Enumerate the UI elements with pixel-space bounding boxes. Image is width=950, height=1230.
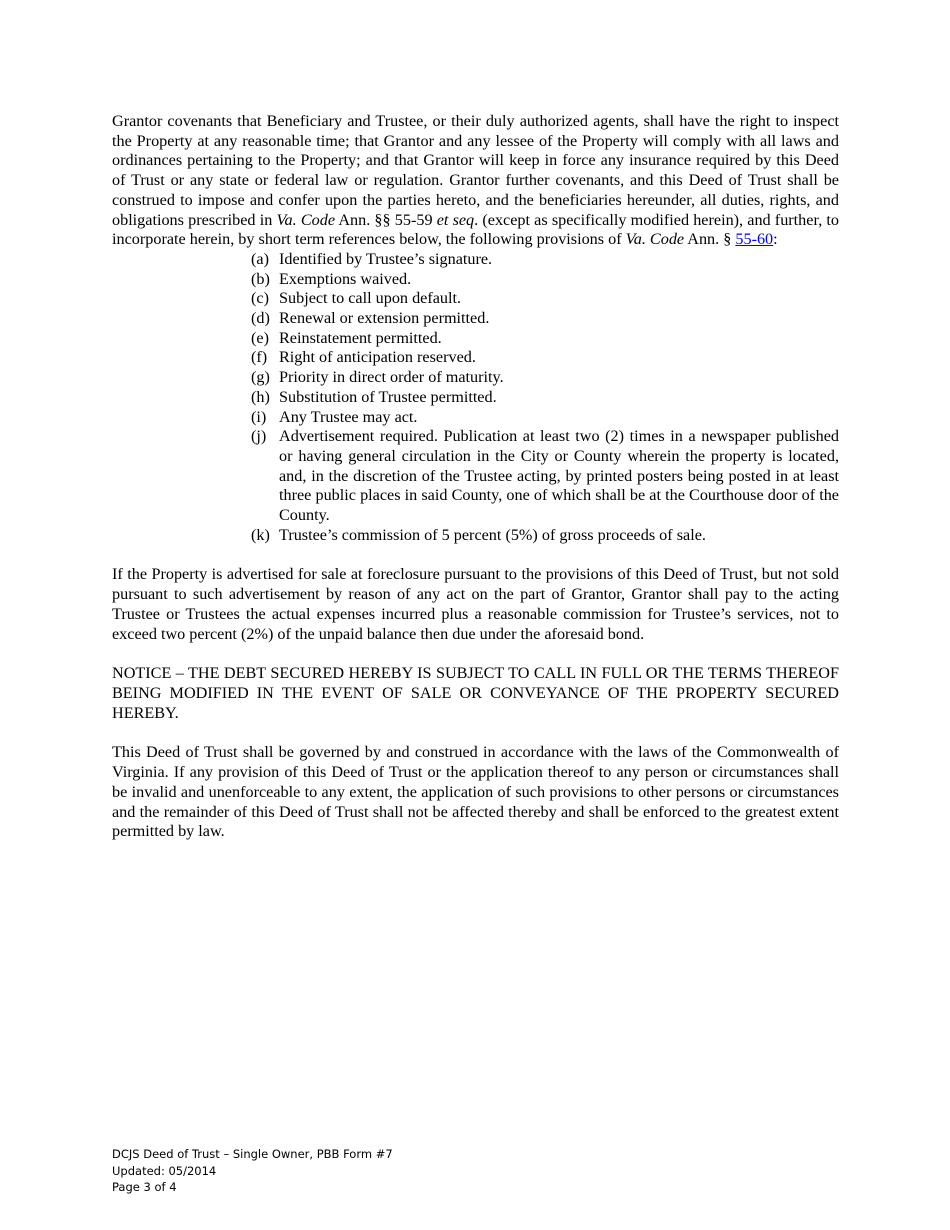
footer-page-number: Page 3 of 4: [112, 1180, 177, 1194]
list-item-text: Priority in direct order of maturity.: [279, 368, 504, 387]
list-item: [251, 348, 839, 368]
list-item: [251, 309, 839, 329]
covenants-text-5: :: [773, 230, 778, 249]
list-item: [251, 368, 839, 388]
list-item-text: Substitution of Trustee permitted.: [279, 387, 497, 406]
va-code-citation-2: Va. Code: [625, 230, 685, 249]
footer-updated-date: Updated: 05/2014: [112, 1163, 217, 1178]
document-body: [112, 112, 839, 842]
list-item-label: (b): [251, 269, 270, 288]
list-item-text: Trustee’s commission of 5 percent (5%) of gross proceeds of sale.: [279, 525, 706, 544]
list-item: [251, 388, 839, 408]
list-item-label: (f): [251, 348, 268, 367]
list-item: [251, 329, 839, 349]
list-item-label: (g): [251, 368, 270, 387]
list-item-label: (k): [251, 525, 270, 544]
foreclosure-expenses-paragraph: If the Property is advertised for sale at foreclosure pursuant to the provisions of this Deed of Trust, but not sold pursuant to such advertisement by reason of any act on the part of Grantor, Grantor shall pay to the acting Trustee or Trustees the actual expenses incurred plus a reasonable commission for Trustee’s services, not to exceed two percent (2%) of the unpaid balance then due under the aforesaid bond.: [112, 565, 839, 643]
list-item: [251, 526, 839, 546]
va-code-citation-1: Va. Code: [276, 210, 336, 229]
list-item-label: (d): [251, 309, 270, 328]
list-item-label: (a): [251, 249, 269, 268]
spacer: [112, 545, 839, 565]
covenants-text-4: Ann. §: [684, 230, 736, 249]
list-item: [251, 250, 839, 270]
list-item-label: (j): [251, 427, 267, 446]
list-item-text: Identified by Trustee’s signature.: [279, 249, 493, 268]
spacer: [112, 644, 839, 664]
spacer: [112, 723, 839, 743]
list-item-text: Renewal or extension permitted.: [279, 309, 490, 328]
list-item: [251, 289, 839, 309]
list-item: [251, 270, 839, 290]
list-item-label: (i): [251, 407, 267, 426]
code-section-link[interactable]: 55-60: [735, 230, 774, 249]
list-item: [251, 408, 839, 428]
footer-form-name: DCJS Deed of Trust – Single Owner, PBB Form #7: [112, 1147, 393, 1161]
provisions-list: [112, 250, 839, 546]
page-footer: [112, 1146, 393, 1196]
covenants-text-1: Grantor covenants that Beneficiary and Trustee, or their duly authorized agents, shall have the right to inspect the Property at any reasonable time; that Grantor and any lessee of the Property will comply with all laws and ordinances pertaining to the Property; and that Grantor will keep in force any insurance required by this Deed of Trust or any state or federal law or regulation. Grantor further covenants, and this Deed of Trust shall be construed to impose and confer upon the parties hereto, and the beneficiaries hereunder, all duties, rights, and obligations prescribed in: [112, 112, 839, 229]
list-item-label: (c): [251, 289, 269, 308]
list-item-text: Exemptions waived.: [279, 269, 412, 288]
list-item-text: Any Trustee may act.: [279, 407, 418, 426]
covenants-text-3: . (except as specifically modified herein), and further, to incorporate herein, by short term references below, the following provisions of: [112, 210, 840, 249]
list-item-text: Reinstatement permitted.: [279, 328, 442, 347]
list-item-text: Right of anticipation reserved.: [279, 348, 476, 367]
list-item-text: Subject to call upon default.: [279, 289, 462, 308]
notice-paragraph: NOTICE – THE DEBT SECURED HEREBY IS SUBJECT TO CALL IN FULL OR THE TERMS THEREOF BEING MODIFIED IN THE EVENT OF SALE OR CONVEYANCE OF THE PROPERTY SECURED HEREBY.: [112, 664, 839, 722]
list-item-text: Advertisement required. Publication at least two (2) times in a newspaper published or having general circulation in the City or County wherein the property is located, and, in the discretion of the Trustee acting, by printed posters being posted in at least three public places in said County, one of which shall be at the Courthouse door of the County.: [279, 427, 839, 525]
covenants-paragraph: [112, 112, 839, 250]
et-seq-citation: et seq: [436, 210, 475, 229]
covenants-text-2: Ann. §§ 55-59: [335, 210, 437, 229]
list-item-label: (h): [251, 387, 270, 406]
governing-law-paragraph: This Deed of Trust shall be governed by and construed in accordance with the laws of the Commonwealth of Virginia. If any provision of this Deed of Trust or the application thereof to any person or circumstances shall be invalid and unenforceable to any extent, the application of such provisions to other persons or circumstances and the remainder of this Deed of Trust shall not be affected thereby and shall be enforced to the greatest extent permitted by law.: [112, 743, 839, 841]
list-item: [251, 427, 839, 526]
list-item-label: (e): [251, 328, 269, 347]
